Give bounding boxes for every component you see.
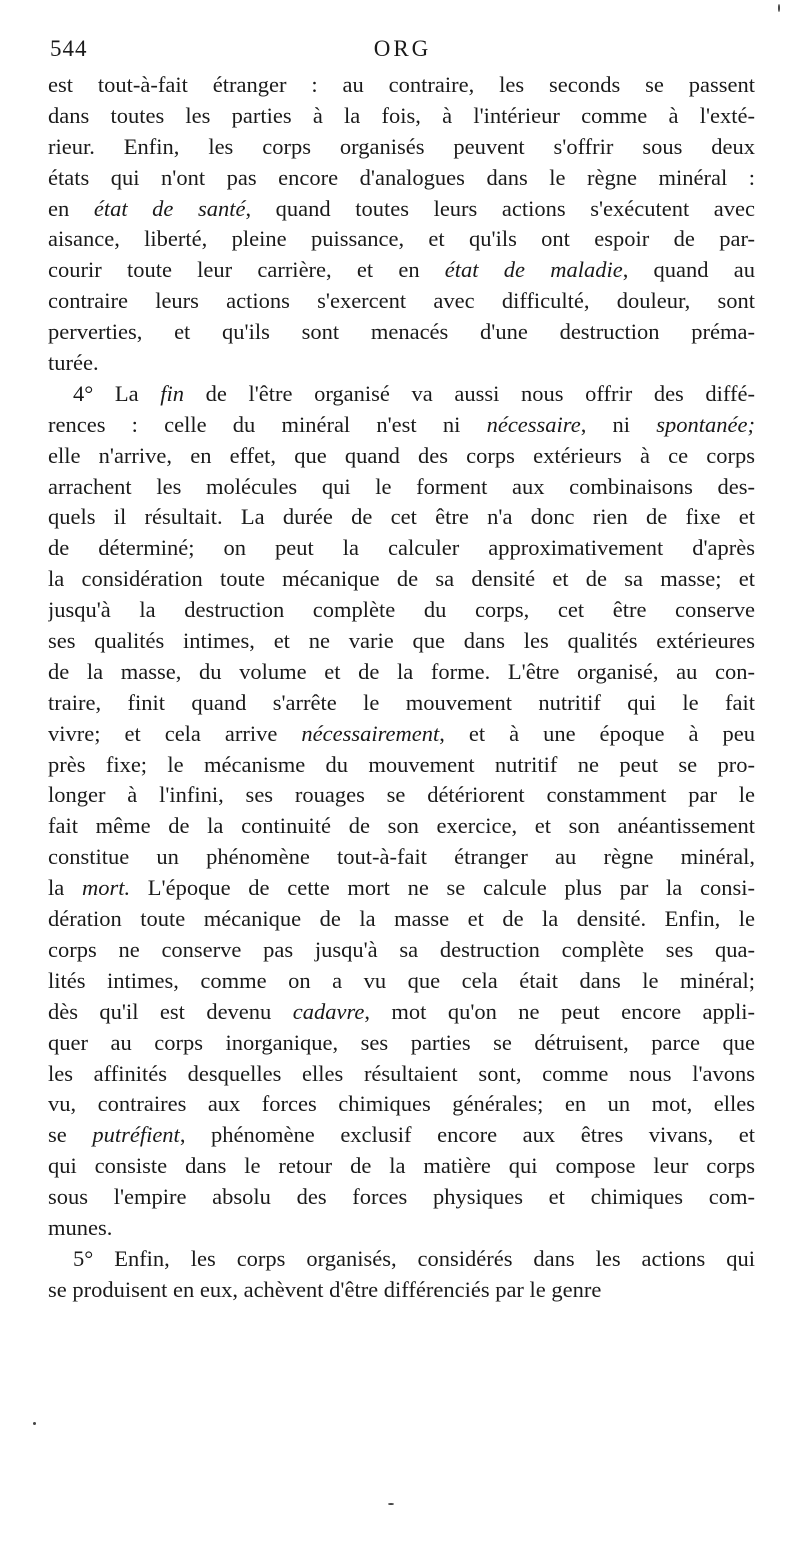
text-run: rences : celle du minéral n'est ni — [48, 411, 487, 437]
text-run: en — [48, 195, 94, 221]
text-line — [48, 163, 755, 194]
text-run: longer à l'infini, ses rouages se détériorent constamment par le — [48, 782, 755, 808]
text-line — [48, 595, 755, 626]
text-run: lités intimes, comme on a vu que cela était dans le minéral; — [48, 967, 755, 993]
text-line — [48, 1028, 755, 1059]
text-line — [48, 348, 755, 379]
page-number: 544 — [50, 36, 88, 61]
text-line — [48, 1244, 755, 1275]
text-line — [48, 719, 755, 750]
text-run: jusqu'à la destruction complète du corps, cet être conserve — [48, 597, 755, 623]
italic-text: mort. — [81, 875, 131, 901]
text-run: rieur. Enfin, les corps organisés peuvent s'offrir sous deux — [48, 133, 755, 159]
text-run: elle n'arrive, en effet, que quand des corps extérieurs à ce corps — [48, 442, 755, 468]
text-line — [48, 255, 755, 286]
text-run: L'époque de cette mort ne se calcule plus par la consi- — [130, 875, 755, 901]
text-line — [48, 410, 755, 441]
text-line — [48, 533, 755, 564]
italic-text: nécessairement — [301, 720, 440, 746]
print-speck — [778, 4, 780, 12]
text-run: constitue un phénomène tout-à-fait étranger au règne minéral, — [48, 844, 755, 870]
text-run: , et à une époque à peu — [439, 720, 755, 746]
text-run: se — [48, 1122, 93, 1148]
text-line — [48, 1089, 755, 1120]
text-run: munes. — [48, 1214, 113, 1240]
text-line — [48, 441, 755, 472]
text-run: de l'être organisé va aussi nous offrir des diffé- — [183, 380, 755, 406]
text-run: perverties, et qu'ils sont menacés d'une destruction préma- — [48, 319, 755, 345]
text-line — [48, 997, 755, 1028]
text-run: corps ne conserve pas jusqu'à sa destruction complète ses qua- — [48, 936, 755, 962]
body-text — [48, 70, 755, 1306]
text-run: , quand au — [622, 257, 755, 283]
text-line — [48, 657, 755, 688]
paragraph — [48, 70, 755, 379]
text-run: de la masse, du volume et de la forme. L'être organisé, au con- — [48, 658, 755, 684]
text-line — [48, 626, 755, 657]
text-run: la — [48, 875, 82, 901]
text-line — [48, 379, 755, 410]
text-line — [48, 842, 755, 873]
text-line — [48, 1275, 755, 1306]
text-run: états qui n'ont pas encore d'analogues dans le règne minéral : — [48, 164, 755, 190]
text-run: dans toutes les parties à la fois, à l'intérieur comme à l'exté- — [48, 102, 755, 128]
text-line — [48, 780, 755, 811]
text-run: turée. — [48, 350, 99, 376]
text-line — [48, 904, 755, 935]
text-line — [48, 101, 755, 132]
italic-text: fin — [160, 380, 184, 406]
text-run: les affinités desquelles elles résultaient sont, comme nous l'avons — [48, 1060, 755, 1086]
text-run: , phénomène exclusif encore aux êtres vivans, et — [179, 1122, 755, 1148]
text-run: est tout-à-fait étranger : au contraire, les seconds se passent — [48, 72, 755, 97]
text-line — [48, 317, 755, 348]
text-line — [48, 1213, 755, 1244]
text-run: près fixe; le mécanisme du mouvement nutritif ne peut se pro- — [48, 751, 755, 777]
page-header — [50, 36, 755, 68]
text-run: 5° Enfin, les corps organisés, considérés dans les actions qui — [73, 1245, 755, 1271]
text-run: contraire leurs actions s'exercent avec difficulté, douleur, sont — [48, 288, 755, 314]
text-run: quer au corps inorganique, ses parties se détruisent, parce que — [48, 1029, 755, 1055]
text-line — [48, 688, 755, 719]
text-run: 4° La — [73, 380, 161, 406]
text-run: , mot qu'on ne peut encore appli- — [364, 998, 755, 1024]
text-run: de déterminé; on peut la calculer approximativement d'après — [48, 535, 755, 561]
print-speck — [33, 1422, 36, 1425]
text-line — [48, 1120, 755, 1151]
text-run: la considération toute mécanique de sa densité et de sa masse; et — [48, 566, 755, 592]
paragraph — [48, 379, 755, 1244]
italic-text: état de maladie — [444, 257, 623, 283]
text-line — [48, 564, 755, 595]
text-run: sous l'empire absolu des forces physiques et chimiques com- — [48, 1184, 755, 1210]
paragraph — [48, 1244, 755, 1306]
text-line — [48, 502, 755, 533]
text-line — [48, 70, 755, 101]
text-line — [48, 1059, 755, 1090]
text-line — [48, 286, 755, 317]
text-line — [48, 1151, 755, 1182]
text-run: ses qualités intimes, et ne varie que dans les qualités extérieures — [48, 628, 755, 654]
text-run: dès qu'il est devenu — [48, 998, 293, 1024]
text-run: dération toute mécanique de la masse et de la densité. Enfin, le — [48, 906, 755, 932]
running-head: ORG — [373, 36, 432, 61]
italic-text: spontanée; — [656, 411, 755, 437]
text-line — [48, 873, 755, 904]
text-line — [48, 132, 755, 163]
italic-text: état de santé — [93, 195, 246, 221]
italic-text: cadavre — [292, 998, 365, 1024]
text-run: vu, contraires aux forces chimiques générales; en un mot, elles — [48, 1091, 755, 1117]
text-line — [48, 1182, 755, 1213]
text-line — [48, 935, 755, 966]
text-line — [48, 194, 755, 225]
print-speck — [388, 1503, 394, 1505]
text-run: qui consiste dans le retour de la matière qui compose leur corps — [48, 1153, 755, 1179]
text-run: se produisent en eux, achèvent d'être différenciés par le genre — [48, 1276, 602, 1302]
text-line — [48, 811, 755, 842]
text-run: fait même de la continuité de son exercice, et son anéantissement — [48, 813, 755, 839]
text-line — [48, 750, 755, 781]
italic-text: nécessaire — [486, 411, 581, 437]
text-line — [48, 224, 755, 255]
text-line — [48, 966, 755, 997]
text-run: traire, finit quand s'arrête le mouvement nutritif qui le fait — [48, 689, 755, 715]
text-run: courir toute leur carrière, et en — [48, 257, 445, 283]
text-run: , ni — [580, 411, 657, 437]
text-line — [48, 472, 755, 503]
italic-text: putréfient — [92, 1122, 180, 1148]
text-run: arrachent les molécules qui le forment aux combinaisons des- — [48, 473, 755, 499]
text-run: aisance, liberté, pleine puissance, et qu'ils ont espoir de par- — [48, 226, 755, 252]
text-run: quels il résultait. La durée de cet être n'a donc rien de fixe et — [48, 504, 755, 530]
text-run: vivre; et cela arrive — [48, 720, 302, 746]
text-run: , quand toutes leurs actions s'exécutent avec — [245, 195, 755, 221]
